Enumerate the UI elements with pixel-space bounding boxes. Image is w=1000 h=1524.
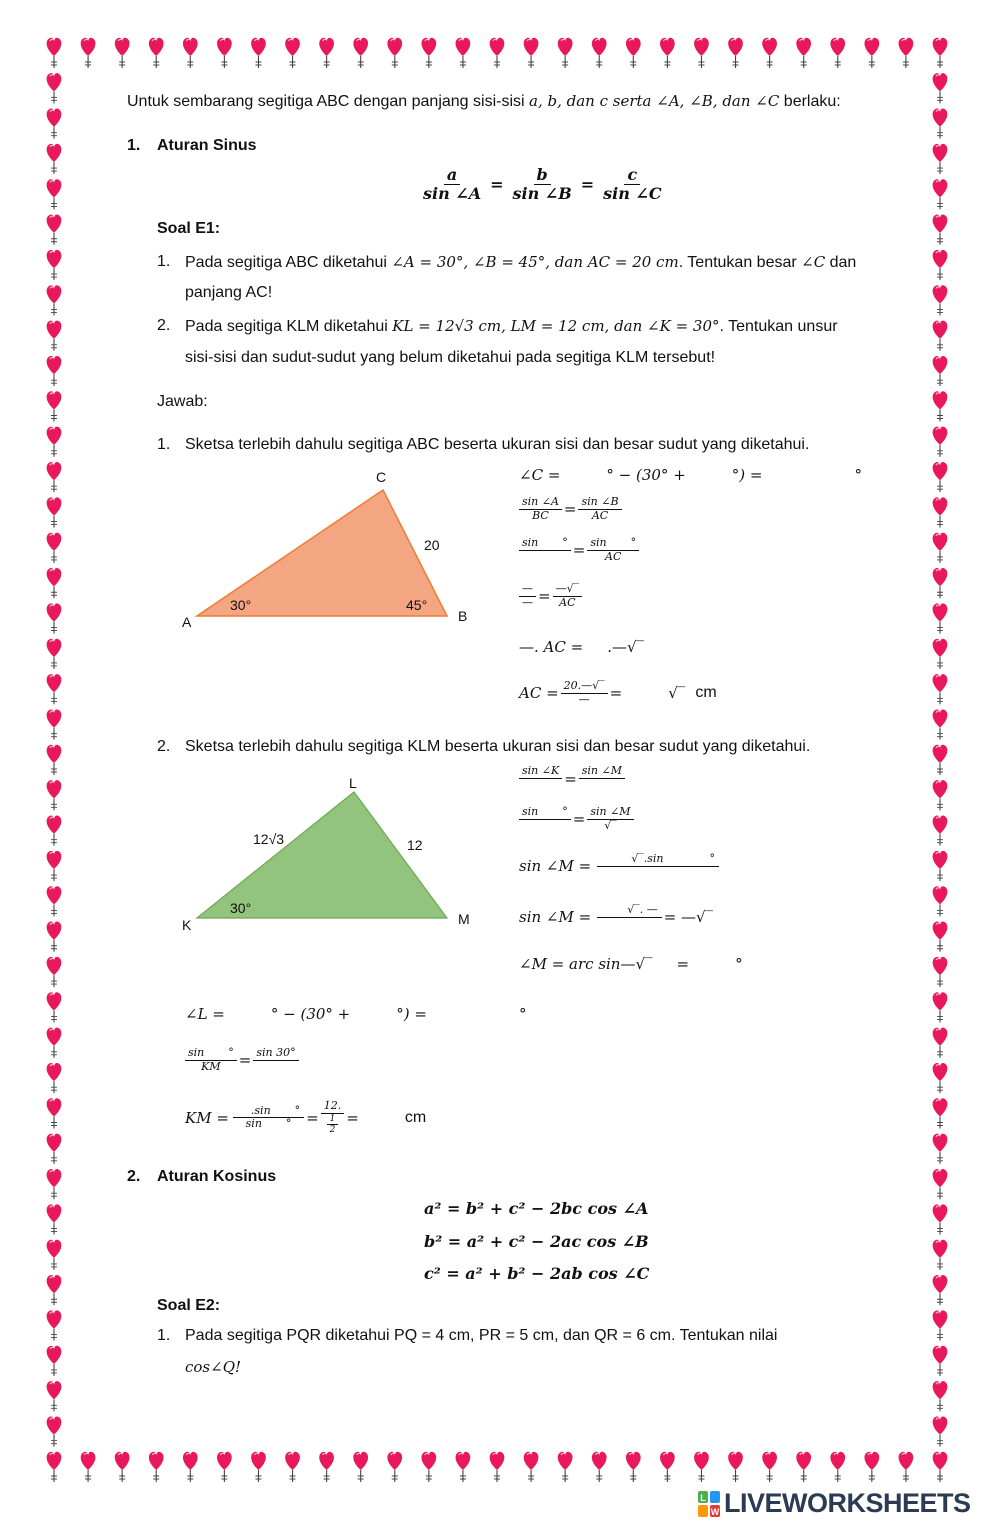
- work2-l3-n: √‾.sin: [631, 852, 664, 865]
- work2-sine-ratio: [517, 765, 627, 791]
- cosine-rule-b: b² = a² + c² − 2ac cos ∠B: [424, 1232, 649, 1251]
- work2-l1-eq: =: [564, 770, 577, 788]
- heart-balloon-icon: [933, 745, 948, 775]
- heart-balloon-icon: [319, 1452, 334, 1482]
- heart-balloon-icon: [81, 1452, 96, 1482]
- heart-balloon-icon: [864, 38, 879, 68]
- heart-balloon-icon: [490, 38, 505, 68]
- jawab-label: Jawab:: [157, 393, 208, 410]
- work2-l2-d2: √‾: [604, 818, 617, 832]
- heart-balloon-icon: [47, 250, 62, 280]
- heart-balloon-icon: [558, 38, 573, 68]
- heart-balloon-icon: [796, 1452, 811, 1482]
- vertex-b: B: [458, 608, 468, 624]
- soal-e1-item-2-line2: sisi-sisi dan sudut-sudut yang belum diketahui pada segitiga KLM tersebut!: [185, 349, 716, 366]
- work1-l6-unit: cm: [695, 684, 717, 702]
- work2-l5-mid: —√‾: [620, 955, 653, 973]
- soal-e2-item-num: 1.: [157, 1327, 171, 1344]
- liveworksheets-logo: [698, 1488, 971, 1519]
- formula-sinB: sin ∠B: [512, 184, 572, 204]
- section1-title: Aturan Sinus: [157, 137, 257, 154]
- work1-l4-d1: —: [522, 595, 533, 609]
- soal-e1-item-1: [185, 253, 856, 272]
- work1-angle-c: [519, 466, 862, 484]
- angle-k-label: 30°: [230, 900, 252, 916]
- work1-l3-deg1: °: [562, 536, 568, 549]
- work2-l6-a: ∠L =: [185, 1005, 225, 1023]
- heart-balloon-icon: [47, 1063, 62, 1093]
- soal-e1-item-2-math: KL = 12√3 cm, LM = 12 cm, dan ∠K = 30°: [392, 317, 720, 335]
- heart-balloon-icon: [251, 1452, 266, 1482]
- heart-balloon-icon: [660, 1452, 675, 1482]
- heart-balloon-icon: [149, 38, 164, 68]
- work1-l6-eq: =: [609, 684, 623, 703]
- angle-a-label: 30°: [230, 597, 252, 613]
- heart-balloon-icon: [47, 639, 62, 669]
- heart-balloon-icon: [285, 1452, 300, 1482]
- heart-balloon-icon: [762, 38, 777, 68]
- liveworksheets-text: LIVEWORKSHEETS: [724, 1488, 971, 1518]
- heart-balloon-icon: [933, 1275, 948, 1305]
- work2-l7-deg: °: [228, 1046, 234, 1059]
- heart-balloon-icon: [47, 674, 62, 704]
- heart-balloon-icon: [899, 38, 914, 68]
- heart-balloon-icon: [933, 462, 948, 492]
- heart-balloon-icon: [47, 1028, 62, 1058]
- work2-l1-n2: sin ∠M: [579, 765, 625, 779]
- heart-balloon-icon: [47, 1169, 62, 1199]
- heart-balloon-icon: [933, 144, 948, 174]
- work2-l8-unit: cm: [404, 1108, 427, 1126]
- work2-sin-m-2: [519, 904, 713, 930]
- side-lm-label: 12: [407, 837, 423, 853]
- intro-text: Untuk sembarang segitiga ABC dengan panjang sisi-sisi: [127, 93, 530, 110]
- jawab-step-1-num: 1.: [157, 436, 171, 453]
- heart-balloon-icon: [933, 639, 948, 669]
- work1-l3-n1: sin: [522, 536, 539, 549]
- section2-title: Aturan Kosinus: [157, 1168, 277, 1185]
- heart-balloon-icon: [933, 851, 948, 881]
- heart-balloon-icon: [47, 109, 62, 139]
- work2-l4-rhs: = —√‾: [663, 908, 714, 927]
- heart-balloon-icon: [47, 1134, 62, 1164]
- heart-balloon-icon: [490, 1452, 505, 1482]
- heart-balloon-icon: [933, 1169, 948, 1199]
- work1-l2-eq: =: [563, 500, 577, 519]
- heart-balloon-icon: [933, 780, 948, 810]
- work2-l7-n2: sin 30°: [253, 1047, 298, 1061]
- heart-balloon-icon: [387, 38, 402, 68]
- soal-e1-item-2: [185, 317, 838, 336]
- cosine-rule-c: c² = a² + b² − 2ab cos ∠C: [424, 1264, 650, 1283]
- heart-balloon-icon: [47, 497, 62, 527]
- work2-l2-deg: °: [562, 805, 568, 818]
- heart-balloon-icon: [626, 1452, 641, 1482]
- work2-l3-deg: °: [709, 852, 715, 865]
- heart-balloon-icon: [728, 38, 743, 68]
- formula-sinC: sin ∠C: [603, 184, 662, 204]
- heart-balloon-icon: [47, 1381, 62, 1411]
- work1-l3-deg2: °: [630, 536, 637, 549]
- work1-l3-n2: sin: [590, 536, 607, 549]
- heart-balloon-icon: [115, 1452, 130, 1482]
- heart-balloon-icon: [456, 1452, 471, 1482]
- soal-e2-item-text: Pada segitiga PQR diketahui PQ = 4 cm, PR = 5 cm, dan QR = 6 cm. Tentukan nilai: [185, 1327, 778, 1344]
- formula-c: c: [624, 166, 640, 185]
- work1-l5-a: —. AC =: [519, 638, 584, 656]
- heart-balloon-icon: [762, 1452, 777, 1482]
- heart-balloon-icon: [933, 215, 948, 245]
- work1-values: [517, 583, 584, 609]
- vertex-a: A: [182, 614, 192, 630]
- heart-balloon-icon: [933, 603, 948, 633]
- work1-l5-b: .—√‾: [607, 638, 645, 656]
- work2-l4-lhs: sin ∠M =: [519, 908, 592, 927]
- triangle-abc: [170, 465, 490, 635]
- heart-balloon-icon: [524, 38, 539, 68]
- heart-balloon-icon: [47, 957, 62, 987]
- work1-cross-multiply: [519, 638, 644, 656]
- heart-balloon-icon: [47, 427, 62, 457]
- work2-l8-eq2: =: [346, 1108, 359, 1127]
- soal-e1-item-1-num: 1.: [157, 253, 171, 270]
- heart-balloon-icon: [933, 1381, 948, 1411]
- heart-balloon-icon: [933, 321, 948, 351]
- heart-balloon-icon: [47, 922, 62, 952]
- work1-l6-root: √‾: [668, 684, 686, 703]
- section1-number: 1.: [127, 137, 141, 154]
- angle-b-label: 45°: [406, 597, 428, 613]
- work2-angle-m: [519, 955, 743, 973]
- work2-l6-b: ° − (30° +: [270, 1005, 351, 1023]
- heart-balloon-icon: [47, 179, 62, 209]
- heart-balloon-icon: [421, 1452, 436, 1482]
- work2-km-ratio: [183, 1047, 301, 1073]
- work2-l2-eq: =: [572, 810, 586, 829]
- heart-balloon-icon: [933, 391, 948, 421]
- soal-e2-heading: Soal E2:: [157, 1297, 221, 1314]
- work2-l8-d: sin: [245, 1117, 262, 1131]
- heart-balloon-icon: [47, 603, 62, 633]
- heart-balloon-icon: [47, 886, 62, 916]
- work1-l1-b: ° − (30° +: [606, 466, 686, 484]
- work2-l3-lhs: sin ∠M =: [519, 857, 592, 876]
- work1-l6-lhs: AC =: [519, 684, 559, 703]
- heart-balloon-icon: [933, 1098, 948, 1128]
- heart-balloon-icon: [319, 38, 334, 68]
- side-bc-label: 20: [424, 537, 440, 553]
- heart-balloon-icon: [933, 533, 948, 563]
- heart-balloon-icon: [183, 1452, 198, 1482]
- work2-angle-l: [185, 1005, 526, 1023]
- work2-l6-d: °: [518, 1005, 527, 1023]
- heart-balloon-icon: [933, 816, 948, 846]
- heart-balloon-icon: [47, 73, 62, 103]
- work2-l2-n1: sin: [522, 805, 539, 818]
- work2-l8-eq1: =: [306, 1108, 319, 1127]
- heart-balloon-icon: [81, 38, 96, 68]
- heart-balloon-icon: [217, 38, 232, 68]
- work1-l6-n: 20.—√‾: [561, 680, 608, 694]
- heart-balloon-icon: [47, 462, 62, 492]
- heart-balloon-icon: [933, 179, 948, 209]
- section2-number: 2.: [127, 1168, 141, 1185]
- heart-balloon-icon: [933, 1346, 948, 1376]
- heart-balloon-icon: [524, 1452, 539, 1482]
- heart-balloon-icon: [592, 38, 607, 68]
- soal-e1-item-1-math: ∠A = 30°, ∠B = 45°, dan AC = 20 cm: [391, 253, 679, 271]
- heart-balloon-icon: [626, 38, 641, 68]
- heart-balloon-icon: [47, 533, 62, 563]
- liveworksheets-icon: [698, 1491, 720, 1517]
- heart-balloon-icon: [694, 38, 709, 68]
- work2-km-result: [185, 1100, 426, 1135]
- formula-b: b: [534, 166, 551, 185]
- heart-balloon-icon: [933, 886, 948, 916]
- heart-balloon-icon: [830, 38, 845, 68]
- work1-l4-n2: —√‾: [553, 583, 583, 597]
- heart-balloon-icon: [47, 992, 62, 1022]
- work2-l1-n1: sin ∠K: [519, 765, 562, 779]
- heart-balloon-icon: [456, 38, 471, 68]
- work1-l1-d: °: [854, 466, 862, 484]
- heart-balloon-icon: [864, 1452, 879, 1482]
- work2-l5-deg: °: [735, 955, 743, 973]
- heart-balloon-icon: [933, 73, 948, 103]
- heart-balloon-icon: [353, 1452, 368, 1482]
- heart-balloon-icon: [933, 427, 948, 457]
- soal-e1-item-1-text-c: dan: [825, 254, 857, 271]
- heart-balloon-icon: [47, 568, 62, 598]
- heart-balloon-icon: [933, 497, 948, 527]
- intro-line: [127, 92, 917, 111]
- work1-substitute: [517, 537, 641, 563]
- work2-l8-n2: 12.: [321, 1100, 345, 1114]
- formula-eq-1: =: [490, 175, 504, 195]
- work1-ac-result: [519, 680, 717, 706]
- heart-balloon-icon: [933, 568, 948, 598]
- heart-balloon-icon: [933, 250, 948, 280]
- heart-balloon-icon: [558, 1452, 573, 1482]
- heart-balloon-icon: [421, 38, 436, 68]
- work1-l2-d1: BC: [532, 508, 549, 522]
- work2-l7-eq: =: [238, 1051, 252, 1070]
- heart-balloon-icon: [47, 1098, 62, 1128]
- heart-balloon-icon: [47, 321, 62, 351]
- work2-l8-n: .sin: [250, 1103, 271, 1117]
- heart-balloon-icon: [149, 1452, 164, 1482]
- heart-balloon-icon: [47, 709, 62, 739]
- work2-l8-lhs: KM =: [185, 1108, 229, 1127]
- work1-sine-ratio: [517, 496, 624, 522]
- work2-l2-n2: sin ∠M: [587, 806, 633, 820]
- heart-balloon-icon: [353, 38, 368, 68]
- heart-balloon-icon: [933, 922, 948, 952]
- heart-balloon-icon: [933, 674, 948, 704]
- heart-balloon-icon: [47, 391, 62, 421]
- work1-l4-n1: —: [519, 583, 536, 597]
- heart-balloon-icon: [933, 1204, 948, 1234]
- sine-rule-formula: [418, 166, 667, 204]
- soal-e1-item-2-num: 2.: [157, 317, 171, 334]
- heart-balloon-icon: [47, 285, 62, 315]
- work2-l7-d1: KM: [201, 1059, 221, 1073]
- work2-l8-ddeg: °: [285, 1117, 292, 1131]
- vertex-c: C: [376, 469, 387, 485]
- work2-l8-deg: °: [294, 1103, 301, 1117]
- heart-balloon-icon: [47, 144, 62, 174]
- work1-l3-eq: =: [572, 541, 586, 560]
- work1-l4-eq: =: [538, 587, 551, 606]
- triangle-klm: [180, 780, 470, 930]
- heart-balloon-icon: [47, 780, 62, 810]
- work1-l3-d2: AC: [605, 549, 622, 563]
- formula-sinA: sin ∠A: [423, 184, 482, 204]
- svg-text:W: W: [710, 1506, 720, 1517]
- heart-balloon-icon: [285, 38, 300, 68]
- work2-l8-half-d: 2: [329, 1124, 336, 1135]
- soal-e1-heading: Soal E1:: [157, 220, 221, 237]
- soal-e1-item-2-text-b: . Tentukan unsur: [719, 318, 838, 335]
- work1-l1-c: °) =: [731, 466, 763, 484]
- heart-balloon-icon: [933, 38, 948, 68]
- heart-balloon-icon: [933, 957, 948, 987]
- heart-balloon-icon: [933, 1028, 948, 1058]
- heart-balloon-icon: [933, 992, 948, 1022]
- work1-l2-n2: sin ∠B: [578, 496, 621, 510]
- formula-eq-2: =: [580, 175, 595, 195]
- heart-balloon-icon: [933, 285, 948, 315]
- heart-balloon-icon: [47, 816, 62, 846]
- heart-balloon-icon: [47, 1275, 62, 1305]
- heart-balloon-icon: [47, 215, 62, 245]
- heart-balloon-icon: [830, 1452, 845, 1482]
- work2-l7-n1: sin: [188, 1046, 205, 1059]
- heart-balloon-icon: [933, 356, 948, 386]
- intro-text-end: berlaku:: [779, 93, 841, 110]
- jawab-step-1-text: Sketsa terlebih dahulu segitiga ABC beserta ukuran sisi dan besar sudut yang diketahui.: [185, 436, 810, 453]
- heart-balloon-icon: [251, 38, 266, 68]
- work1-l2-d2: AC: [591, 508, 609, 522]
- work2-l4-n: √‾. —: [597, 904, 662, 918]
- heart-balloon-icon: [933, 109, 948, 139]
- heart-balloon-icon: [899, 1452, 914, 1482]
- heart-balloon-icon: [47, 1416, 62, 1446]
- vertex-l: L: [349, 775, 357, 791]
- heart-balloon-icon: [115, 38, 130, 68]
- side-kl-label: 12√3: [253, 831, 285, 847]
- heart-balloon-icon: [933, 1134, 948, 1164]
- formula-a: a: [444, 166, 460, 185]
- jawab-step-2-num: 2.: [157, 738, 171, 755]
- work1-l6-d: —: [578, 692, 590, 706]
- vertex-m: M: [458, 911, 470, 927]
- intro-math: a, b, dan c serta ∠A, ∠B, dan ∠C: [529, 92, 780, 110]
- work1-l4-d2: AC: [559, 595, 576, 609]
- heart-balloon-icon: [47, 1346, 62, 1376]
- heart-balloon-icon: [47, 851, 62, 881]
- work1-l2-n1: sin ∠A: [519, 496, 562, 510]
- heart-balloon-icon: [728, 1452, 743, 1482]
- soal-e1-item-1-math2: ∠C: [801, 253, 826, 271]
- jawab-step-2-text: Sketsa terlebih dahulu segitiga KLM beserta ukuran sisi dan besar sudut yang diketahui.: [185, 738, 811, 755]
- work2-l6-c: °) =: [396, 1005, 427, 1023]
- heart-balloon-icon: [933, 1416, 948, 1446]
- heart-balloon-icon: [933, 709, 948, 739]
- heart-balloon-icon: [592, 1452, 607, 1482]
- svg-text:L: L: [700, 1492, 706, 1503]
- heart-balloon-icon: [660, 38, 675, 68]
- work2-l5-eq: =: [676, 955, 690, 973]
- work2-sin-m-1: [519, 853, 721, 879]
- heart-balloon-icon: [47, 1310, 62, 1340]
- work1-l1-a: ∠C =: [519, 466, 561, 484]
- heart-balloon-icon: [47, 356, 62, 386]
- heart-balloon-icon: [387, 1452, 402, 1482]
- heart-balloon-icon: [933, 1063, 948, 1093]
- heart-balloon-icon: [217, 1452, 232, 1482]
- work2-l8-half-n: 1: [327, 1114, 339, 1125]
- cosine-rule-a: a² = b² + c² − 2bc cos ∠A: [424, 1199, 649, 1218]
- soal-e2-item-line2: cos∠Q!: [185, 1358, 242, 1376]
- heart-balloon-icon: [47, 38, 62, 68]
- heart-balloon-icon: [47, 1452, 62, 1482]
- soal-e1-item-2-text: Pada segitiga KLM diketahui: [185, 318, 393, 335]
- heart-balloon-icon: [694, 1452, 709, 1482]
- heart-balloon-icon: [933, 1310, 948, 1340]
- heart-balloon-icon: [796, 38, 811, 68]
- heart-balloon-icon: [47, 1240, 62, 1270]
- vertex-k: K: [182, 917, 192, 933]
- heart-balloon-icon: [47, 1204, 62, 1234]
- heart-balloon-icon: [47, 745, 62, 775]
- soal-e1-item-1-line2: panjang AC!: [185, 284, 273, 301]
- work2-l5-lhs: ∠M = arc sin: [519, 955, 621, 973]
- work2-substitute: [517, 806, 636, 832]
- soal-e1-item-1-text-b: . Tentukan besar: [678, 254, 802, 271]
- heart-balloon-icon: [933, 1240, 948, 1270]
- soal-e1-item-1-text: Pada segitiga ABC diketahui: [185, 254, 392, 271]
- heart-balloon-icon: [183, 38, 198, 68]
- heart-balloon-icon: [933, 1452, 948, 1482]
